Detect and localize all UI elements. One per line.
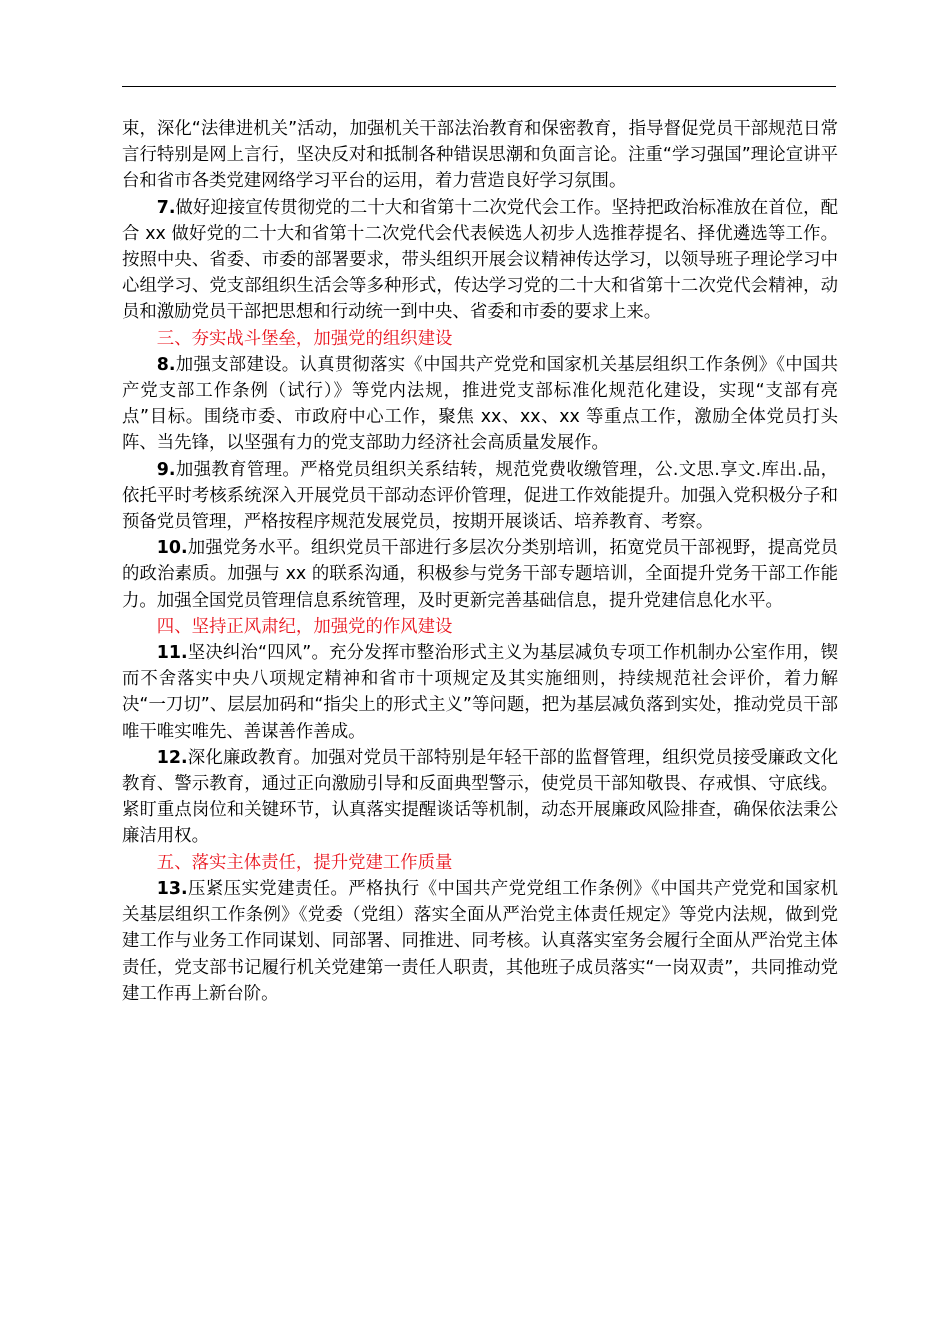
item-number: 10. [156,538,188,559]
item-number: 12. [156,747,188,768]
header-rule [122,86,836,87]
section-heading-5: 五、落实主体责任，提升党建工作质量 [156,852,453,873]
item-8 [122,352,838,457]
item-7 [122,195,838,326]
section-heading-3: 三、夯实战斗堡垒，加强党的组织建设 [156,328,453,349]
item-13 [122,876,838,1007]
section-heading-4: 四、坚持正风肃纪，加强党的作风建设 [156,616,453,637]
item-text: 加强教育管理。严格党员组织关系结转，规范党费收缴管理，公.文思.享文.库出.品，依托平时考核系统深入开展党员干部动态评价管理，促进工作效能提升。加强入党积极分子和预备党员管理，严格按程序规范发展党员，按期开展谈话、培养教育、考察。 [122,459,838,533]
item-number: 9. [156,459,176,480]
paragraph-continuation [122,116,838,195]
item-number: 13. [156,878,188,899]
item-number: 11. [156,643,188,664]
item-9 [122,457,838,536]
document-body [122,116,838,1007]
item-text: 加强党务水平。组织党员干部进行多层次分类别培训，拓宽党员干部视野，提高党员的政治素质。加强与 xx 的联系沟通，积极参与党务干部专题培训，全面提升党务干部工作能力。加强全国党员管理信息系统管理，及时更新完善基础信息，提升党建信息化水平。 [122,538,838,611]
item-10 [122,535,838,614]
item-text: 坚决纠治“四风”。充分发挥市整治形式主义为基层减负专项工作机制办公室作用，锲而不舍落实中央八项规定精神和省市十项规定及其实施细则，持续规范社会评价，着力解决“一刀切”、层层加码和“指尖上的形式主义”等问题，把为基层减负落到实处，推动党员干部唯干唯实唯先、善谋善作善成。 [122,643,838,742]
item-12 [122,745,838,850]
item-text: 压紧压实党建责任。严格执行《中国共产党党组工作条例》《中国共产党党和国家机关基层组织工作条例》《党委（党组）落实全面从严治党主体责任规定》等党内法规，做到党建工作与业务工作同谋划、同部署、同推进、同考核。认真落实室务会履行全面从严治党主体责任，党支部书记履行机关党建第一责任人职责，其他班子成员落实“一岗双责”，共同推动党建工作再上新台阶。 [122,878,838,1004]
item-number: 7. [156,197,176,218]
item-text: 做好迎接宣传贯彻党的二十大和省第十二次党代会工作。坚持把政治标准放在首位，配合 xx 做好党的二十大和省第十二次党代会代表候选人初步人选推荐提名、择优遴选等工作。按照中央、省委、市委的部署要求，带头组织开展会议精神传达学习，以领导班子理论学习中心组学习、党支部组织生活会等多种形式，传达学习党的二十大和省第十二次党代会精神，动员和激励党员干部把思想和行动统一到中央、省委和市委的要求上来。 [122,197,838,323]
item-text: 加强支部建设。认真贯彻落实《中国共产党党和国家机关基层组织工作条例》《中国共产党支部工作条例（试行）》等党内法规，推进党支部标准化规范化建设，实现“支部有亮点”目标。围绕市委、市政府中心工作，聚焦 xx、xx、xx 等重点工作，激励全体党员打头阵、当先锋，以坚强有力的党支部助力经济社会高质量发展作。 [122,354,838,454]
item-number: 8. [156,354,176,375]
paragraph-text: 束，深化“法律进机关”活动，加强机关干部法治教育和保密教育，指导督促党员干部规范日常言行特别是网上言行，坚决反对和抵制各种错误思潮和负面言论。注重“学习强国”理论宣讲平台和省市各类党建网络学习平台的运用，着力营造良好学习氛围。 [122,119,838,192]
item-11 [122,640,838,745]
item-text: 深化廉政教育。加强对党员干部特别是年轻干部的监督管理，组织党员接受廉政文化教育、警示教育，通过正向激励引导和反面典型警示，使党员干部知敬畏、存戒惧、守底线。紧盯重点岗位和关键环节，认真落实提醒谈话等机制，动态开展廉政风险排查，确保依法秉公廉洁用权。 [122,747,838,847]
